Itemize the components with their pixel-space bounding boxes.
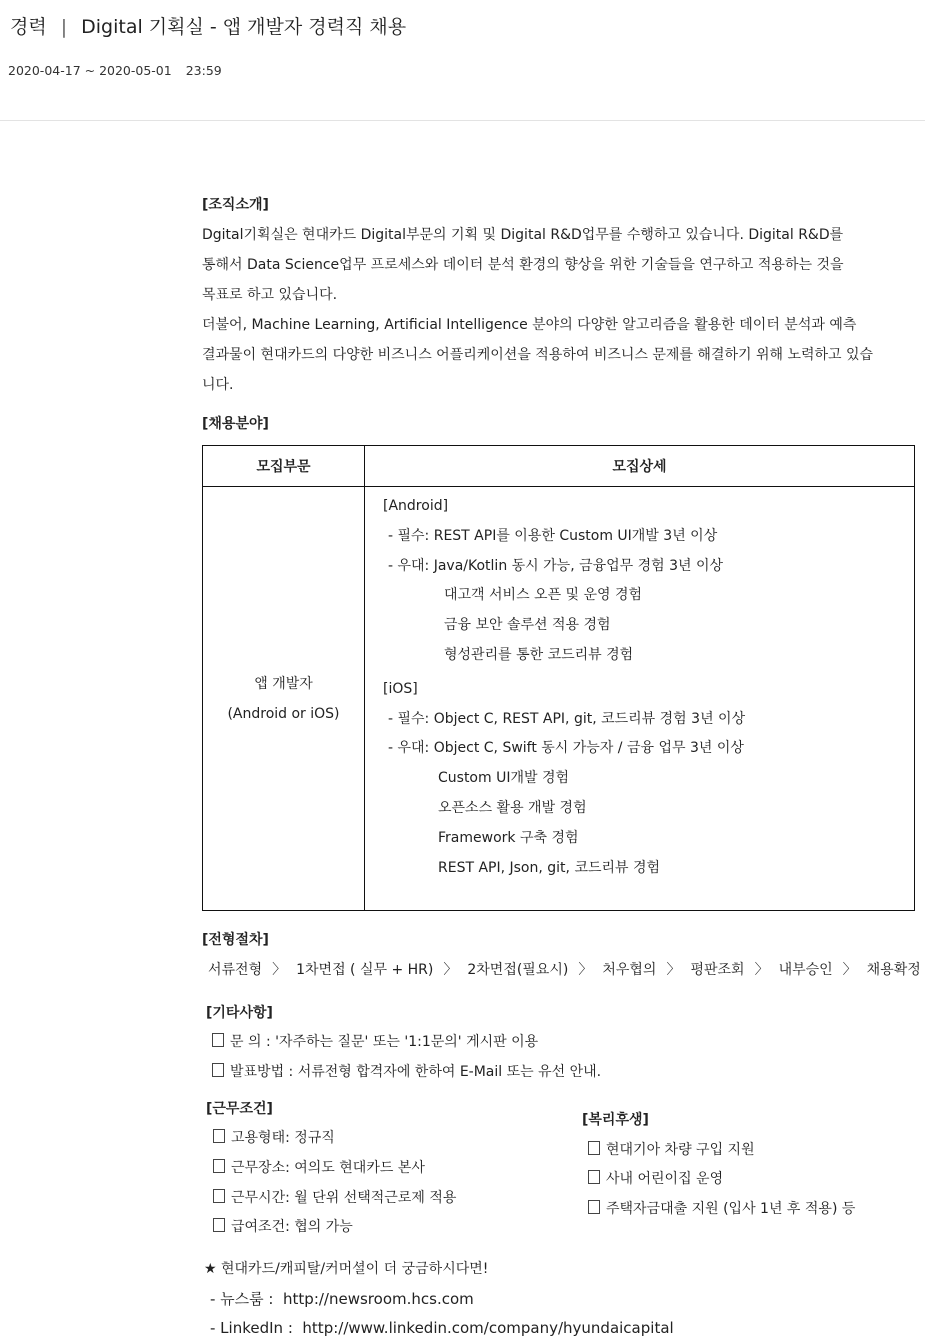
work-item-text: 고용형태: 정규직 (231, 1130, 335, 1146)
work-item-text: 근무시간: 월 단위 선택적근로제 적용 (231, 1190, 457, 1206)
work-item (213, 1183, 456, 1213)
dept-platform: (Android or iOS) (227, 705, 340, 722)
process-step: 처우협의 (602, 962, 657, 978)
ios-required: - 필수: Object C, REST API, git, 코드리뷰 경험 3년 이상 (388, 710, 746, 727)
ios-pref-item: Custom UI개발 경험 (438, 770, 570, 787)
newsroom-row (210, 1284, 474, 1314)
org-section (202, 190, 914, 400)
etc-item-text: 문 의 : '자주하는 질문' 또는 '1:1문의' 게시판 이용 (230, 1034, 539, 1050)
etc-item-text: 발표방법 : 서류전형 합격자에 한하여 E-Mail 또는 유선 안내. (230, 1064, 602, 1080)
org-line: 니다. (202, 377, 234, 393)
process-step: 평판조회 (690, 962, 745, 978)
checkbox-square-icon (588, 1200, 600, 1214)
posting-period (8, 63, 222, 78)
etc-heading: [기타사항] (206, 1005, 273, 1021)
welfare-item-text: 현대기아 차량 구입 지원 (606, 1142, 755, 1158)
checkbox-square-icon (212, 1063, 224, 1077)
android-pref-item: 형성관리를 통한 코드리뷰 경험 (444, 646, 634, 663)
posting-category: 경력 (10, 16, 47, 38)
android-heading: [Android] (383, 498, 449, 514)
ios-pref-item: 오픈소스 활용 개발 경험 (438, 799, 587, 816)
ios-preferred: - 우대: Object C, Swift 동시 가능자 / 금융 업무 3년 이상 (388, 740, 744, 757)
title-separator: | (60, 16, 68, 38)
org-line: 통해서 Data Science업무 프로세스와 데이터 분석 환경의 향상을 위한 기술들을 연구하고 적용하는 것을 (202, 257, 844, 273)
process-step: 서류전형 (208, 962, 263, 978)
etc-item (212, 1027, 538, 1057)
col-detail-header: 모집상세 (365, 446, 915, 487)
table-row (203, 487, 915, 911)
org-line: 결과물이 현대카드의 다양한 비즈니스 어플리케이션을 적용하여 비즈니스 문제를 해결하기 위해 노력하고 있습 (202, 347, 874, 363)
work-item-text: 근무장소: 여의도 현대카드 본사 (231, 1160, 425, 1176)
dept-name: 앱 개발자 (254, 675, 313, 692)
org-heading: [조직소개] (202, 197, 269, 213)
process-step: 채용확정 (866, 962, 921, 978)
col-dept-header: 모집부문 (203, 446, 365, 487)
more-info-title: ★ 현대카드/캐피탈/커머셜이 더 궁금하시다면! (204, 1261, 489, 1277)
checkbox-square-icon (588, 1170, 600, 1184)
checkbox-square-icon (213, 1129, 225, 1143)
recruit-table (202, 445, 915, 911)
welfare-heading: [복리후생] (582, 1112, 649, 1128)
android-preferred: - 우대: Java/Kotlin 동시 가능, 금융업무 경험 3년 이상 (388, 557, 724, 574)
process-arrow-icon: 〉 (578, 962, 593, 978)
ios-heading: [iOS] (383, 680, 418, 697)
checkbox-square-icon (212, 1033, 224, 1047)
checkbox-square-icon (213, 1159, 225, 1173)
android-required: - 필수: REST API를 이용한 Custom UI개발 3년 이상 (388, 527, 718, 544)
ios-pref-item: Framework 구축 경험 (438, 829, 579, 846)
ios-pref-item: REST API, Json, git, 코드리뷰 경험 (438, 859, 661, 876)
process-arrow-icon: 〉 (754, 962, 769, 978)
org-line: 목표로 하고 있습니다. (202, 287, 338, 303)
welfare-item (588, 1135, 755, 1165)
period-range: 2020-04-17 ~ 2020-05-01 (8, 63, 172, 78)
process-arrow-icon: 〉 (272, 962, 287, 978)
process-arrow-icon: 〉 (443, 962, 458, 978)
linkedin-row (210, 1313, 674, 1343)
process-step: 내부승인 (778, 962, 833, 978)
linkedin-label: - LinkedIn : (210, 1319, 293, 1337)
newsroom-label: - 뉴스룸 : (210, 1290, 274, 1308)
linkedin-link[interactable]: http://www.linkedin.com/company/hyundaicapital (302, 1319, 674, 1337)
work-item (213, 1123, 335, 1153)
dept-cell (203, 487, 365, 911)
org-line: Dgital기획실은 현대카드 Digital부문의 기획 및 Digital R&D업무를 수행하고 있습니다. Digital R&D를 (202, 227, 844, 243)
etc-item (212, 1057, 601, 1087)
work-item (213, 1153, 425, 1183)
android-pref-item: 금융 보안 솔루션 적용 경험 (444, 617, 611, 634)
android-pref-item: 대고객 서비스 오픈 및 운영 경험 (444, 587, 643, 604)
posting-header (0, 0, 925, 121)
welfare-item (588, 1164, 723, 1194)
detail-cell (365, 487, 915, 911)
org-line: 더불어, Machine Learning, Artificial Intelligence 분야의 다양한 알고리즘을 활용한 데이터 분석과 예측 (202, 317, 857, 333)
work-heading: [근무조건] (206, 1101, 273, 1117)
checkbox-square-icon (213, 1218, 225, 1232)
period-time: 23:59 (185, 63, 222, 78)
process-arrow-icon: 〉 (666, 962, 681, 978)
welfare-item-text: 사내 어린이집 운영 (606, 1171, 724, 1187)
process-arrow-icon: 〉 (842, 962, 857, 978)
process-step: 2차면접(필요시) (467, 962, 569, 978)
welfare-item-text: 주택자금대출 지원 (입사 1년 후 적용) 등 (606, 1201, 856, 1217)
posting-title-text: Digital 기획실 - 앱 개발자 경력직 채용 (81, 16, 407, 38)
process-heading: [전형절차] (202, 932, 269, 948)
posting-title (10, 12, 406, 39)
recruit-heading: [채용분야] (202, 416, 269, 432)
work-item-text: 급여조건: 협의 가능 (231, 1219, 353, 1235)
process-steps (208, 955, 921, 985)
table-header-row (203, 446, 915, 487)
process-step: 1차면접 ( 실무 + HR) (296, 962, 434, 978)
welfare-item (588, 1194, 855, 1224)
checkbox-square-icon (588, 1141, 600, 1155)
checkbox-square-icon (213, 1189, 225, 1203)
newsroom-link[interactable]: http://newsroom.hcs.com (283, 1290, 474, 1308)
work-item (213, 1212, 353, 1242)
